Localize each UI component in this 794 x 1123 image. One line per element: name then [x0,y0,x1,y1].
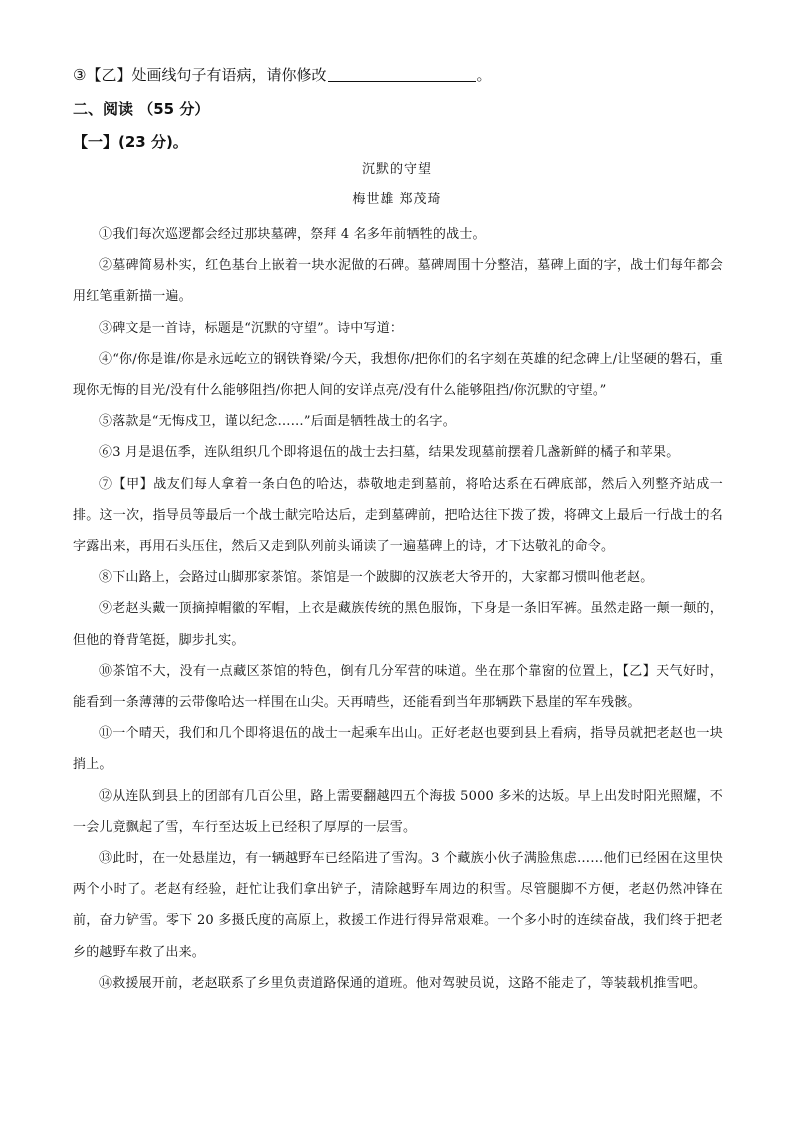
question-3-text: ③【乙】处画线句子有语病，请你修改 [73,66,327,84]
part-heading: 【一】(23 分)。 [73,133,188,151]
paragraph: ⑨老赵头戴一顶摘掉帽徽的军帽，上衣是藏族传统的黑色服饰，下身是一条旧军裤。虽然走路一颠一颠的，但他的脊背笔挺，脚步扎实。 [73,601,723,648]
paragraph: ④“你/你是谁/你是永远屹立的钢铁脊梁/今天，我想你/把你们的名字刻在英雄的纪念碑上/让坚硬的磐石，重现你无悔的目光/没有什么能够阻挡/你把人间的安详点亮/没有什么能够阻挡/你沉默的守望。” [73,351,723,399]
article-body [73,219,723,999]
paragraph: ②墓碑简易朴实，红色基台上嵌着一块水泥做的石碑。墓碑周围十分整洁，墓碑上面的字，战士们每年都会用红笔重新描一遍。 [73,258,723,305]
paragraph: ⑩茶馆不大，没有一点藏区茶馆的特色，倒有几分军营的味道。坐在那个靠窗的位置上，【乙】天气好时，能看到一条薄薄的云带像哈达一样围在山尖。天再晴些，还能看到当年那辆跌下悬崖的军车残骸。 [73,663,723,711]
paragraph: ⑦【甲】战友们每人拿着一条白色的哈达，恭敬地走到墓前，将哈达系在石碑底部，然后入列整齐站成一排。这一次，指导员等最后一个战士献完哈达后，走到墓碑前，把哈达往下拨了拨，将碑文上最后一行战士的名字露出来，再用石头压住，然后又走到队列前头诵读了一遍墓碑上的诗，才下达敬礼的命令。 [73,476,723,555]
paragraph: ⑥3 月是退伍季，连队组织几个即将退伍的战士去扫墓，结果发现墓前摆着几盏新鲜的橘子和苹果。 [99,445,680,461]
paragraph: ⑤落款是“无悔戍卫，谨以纪念……”后面是牺牲战士的名字。 [99,414,456,430]
section-heading: 二、阅读 （55 分） [73,100,210,118]
paragraph: ③碑文是一首诗，标题是“沉默的守望”。诗中写道： [99,320,404,336]
question-3-suffix: 。 [476,66,492,84]
answer-blank[interactable] [328,67,476,82]
paragraph: ⑭救援展开前，老赵联系了乡里负责道路保通的道班。他对驾驶员说，这路不能走了，等装载机推雪吧。 [99,975,707,991]
paragraph: ⑧下山路上，会路过山脚那家茶馆。茶馆是一个跛脚的汉族老大爷开的，大家都习惯叫他老赵。 [99,570,654,586]
paragraph: ①我们每次巡逻都会经过那块墓碑，祭拜 4 名多年前牺牲的战士。 [99,227,486,242]
paragraph: ⑪一个晴天，我们和几个即将退伍的战士一起乘车出山。正好老赵也要到县上看病，指导员就把老赵也一块捎上。 [73,726,723,773]
article-authors: 梅世雄 郑茂琦 [352,192,442,207]
paragraph: ⑬此时，在一处悬崖边，有一辆越野车已经陷进了雪沟。3 个藏族小伙子满脸焦虑……他们已经困在这里快两个小时了。老赵有经验，赶忙让我们拿出铲子，清除越野车周边的积雪。尽管腿脚不方便，老赵仍然冲锋在前，奋力铲雪。零下 20 多摄氏度的高原上，救援工作进行得异常艰难。一个多小时的连续奋战，我们终于把老乡的越野车救了出来。 [73,851,723,960]
question-3 [73,64,491,86]
paragraph: ⑫从连队到县上的团部有几百公里，路上需要翻越四五个海拔 5000 多米的达坂。早上出发时阳光照耀，不一会儿竟飘起了雪，车行至达坂上已经积了厚厚的一层雪。 [73,788,723,835]
article-title: 沉默的守望 [361,162,432,177]
